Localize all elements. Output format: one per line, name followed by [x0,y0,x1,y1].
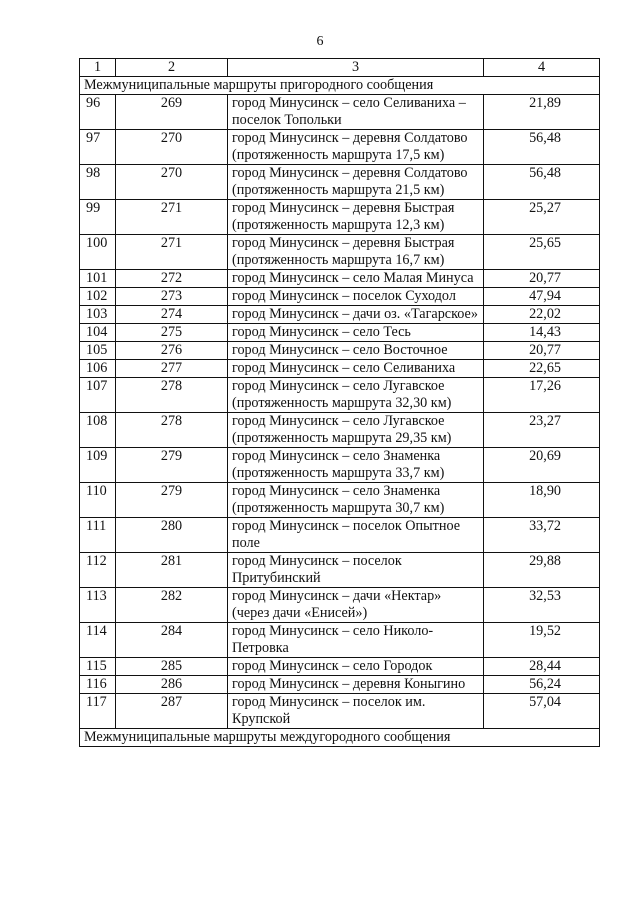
header-row [80,59,600,77]
row-number: 96 [80,95,116,130]
route-code: 271 [116,200,228,235]
row-number: 117 [80,694,116,729]
row-number: 107 [80,378,116,413]
route-value: 25,27 [484,200,600,235]
route-code: 280 [116,518,228,553]
row-number: 104 [80,324,116,342]
route-value: 23,27 [484,413,600,448]
route-name: город Минусинск – поселок Притубинский [228,553,484,588]
table-row [80,676,600,694]
row-number: 108 [80,413,116,448]
header-col-3: 3 [228,59,484,77]
route-value: 19,52 [484,623,600,658]
route-name: город Минусинск – деревня Быстрая (протяженность маршрута 12,3 км) [228,200,484,235]
route-name: город Минусинск – село Селиваниха – поселок Топольки [228,95,484,130]
route-value: 22,65 [484,360,600,378]
route-name: город Минусинск – село Тесь [228,324,484,342]
route-name: город Минусинск – село Селиваниха [228,360,484,378]
table-row [80,694,600,729]
row-number: 99 [80,200,116,235]
route-code: 269 [116,95,228,130]
route-code: 287 [116,694,228,729]
row-number: 102 [80,288,116,306]
table-row [80,235,600,270]
row-number: 113 [80,588,116,623]
route-code: 271 [116,235,228,270]
route-value: 47,94 [484,288,600,306]
route-name: город Минусинск – село Знаменка (протяженность маршрута 30,7 км) [228,483,484,518]
route-name: город Минусинск – село Знаменка (протяженность маршрута 33,7 км) [228,448,484,483]
route-code: 272 [116,270,228,288]
route-code: 273 [116,288,228,306]
section-row-top [80,77,600,95]
row-number: 116 [80,676,116,694]
route-name: город Минусинск – поселок им. Крупской [228,694,484,729]
route-name: город Минусинск – деревня Солдатово (протяженность маршрута 21,5 км) [228,165,484,200]
table-row [80,518,600,553]
route-value: 28,44 [484,658,600,676]
route-name: город Минусинск – деревня Солдатово (протяженность маршрута 17,5 км) [228,130,484,165]
route-name: город Минусинск – село Малая Минуса [228,270,484,288]
route-value: 20,77 [484,342,600,360]
table-row [80,342,600,360]
route-name: город Минусинск – поселок Опытное поле [228,518,484,553]
table-row [80,288,600,306]
route-name: город Минусинск – поселок Суходол [228,288,484,306]
route-code: 281 [116,553,228,588]
row-number: 112 [80,553,116,588]
route-code: 276 [116,342,228,360]
route-code: 279 [116,448,228,483]
page-number: 6 [316,34,324,49]
header-col-4: 4 [484,59,600,77]
route-value: 20,77 [484,270,600,288]
route-name: город Минусинск – село Лугавское (протяженность маршрута 29,35 км) [228,413,484,448]
route-name: город Минусинск – дачи оз. «Тагарское» [228,306,484,324]
route-value: 17,26 [484,378,600,413]
table-row [80,658,600,676]
route-code: 286 [116,676,228,694]
route-code: 278 [116,378,228,413]
header-col-1: 1 [80,59,116,77]
route-code: 284 [116,623,228,658]
route-name: город Минусинск – дачи «Нектар» (через дачи «Енисей») [228,588,484,623]
row-number: 110 [80,483,116,518]
route-name: город Минусинск – село Лугавское (протяженность маршрута 32,30 км) [228,378,484,413]
route-code: 279 [116,483,228,518]
table-row [80,306,600,324]
table-row [80,200,600,235]
section-title-intercity: Межмуниципальные маршруты междугородного сообщения [80,729,600,747]
route-name: город Минусинск – деревня Быстрая (протяженность маршрута 16,7 км) [228,235,484,270]
route-code: 275 [116,324,228,342]
table-row [80,483,600,518]
route-code: 282 [116,588,228,623]
route-value: 18,90 [484,483,600,518]
row-number: 100 [80,235,116,270]
route-value: 33,72 [484,518,600,553]
route-code: 270 [116,165,228,200]
route-code: 285 [116,658,228,676]
row-number: 103 [80,306,116,324]
route-value: 56,48 [484,165,600,200]
row-number: 114 [80,623,116,658]
route-value: 56,24 [484,676,600,694]
route-name: город Минусинск – село Восточное [228,342,484,360]
route-value: 56,48 [484,130,600,165]
route-value: 57,04 [484,694,600,729]
row-number: 111 [80,518,116,553]
row-number: 109 [80,448,116,483]
table-row [80,165,600,200]
route-name: город Минусинск – деревня Коныгино [228,676,484,694]
route-value: 20,69 [484,448,600,483]
table-row [80,623,600,658]
table-row [80,553,600,588]
header-col-2: 2 [116,59,228,77]
route-value: 25,65 [484,235,600,270]
route-value: 32,53 [484,588,600,623]
route-code: 270 [116,130,228,165]
section-title-suburban: Межмуниципальные маршруты пригородного сообщения [80,77,600,95]
route-value: 29,88 [484,553,600,588]
routes-table [79,58,600,747]
table-row [80,95,600,130]
route-value: 21,89 [484,95,600,130]
table-row [80,448,600,483]
row-number: 115 [80,658,116,676]
route-value: 14,43 [484,324,600,342]
table-row [80,378,600,413]
row-number: 97 [80,130,116,165]
row-number: 98 [80,165,116,200]
route-code: 278 [116,413,228,448]
route-code: 274 [116,306,228,324]
section-row-bottom [80,729,600,747]
row-number: 106 [80,360,116,378]
route-name: город Минусинск – село Николо-Петровка [228,623,484,658]
table-row [80,324,600,342]
row-number: 101 [80,270,116,288]
table-row [80,588,600,623]
route-value: 22,02 [484,306,600,324]
route-code: 277 [116,360,228,378]
table-row [80,270,600,288]
route-name: город Минусинск – село Городок [228,658,484,676]
table-row [80,130,600,165]
row-number: 105 [80,342,116,360]
table-row [80,360,600,378]
table-row [80,413,600,448]
